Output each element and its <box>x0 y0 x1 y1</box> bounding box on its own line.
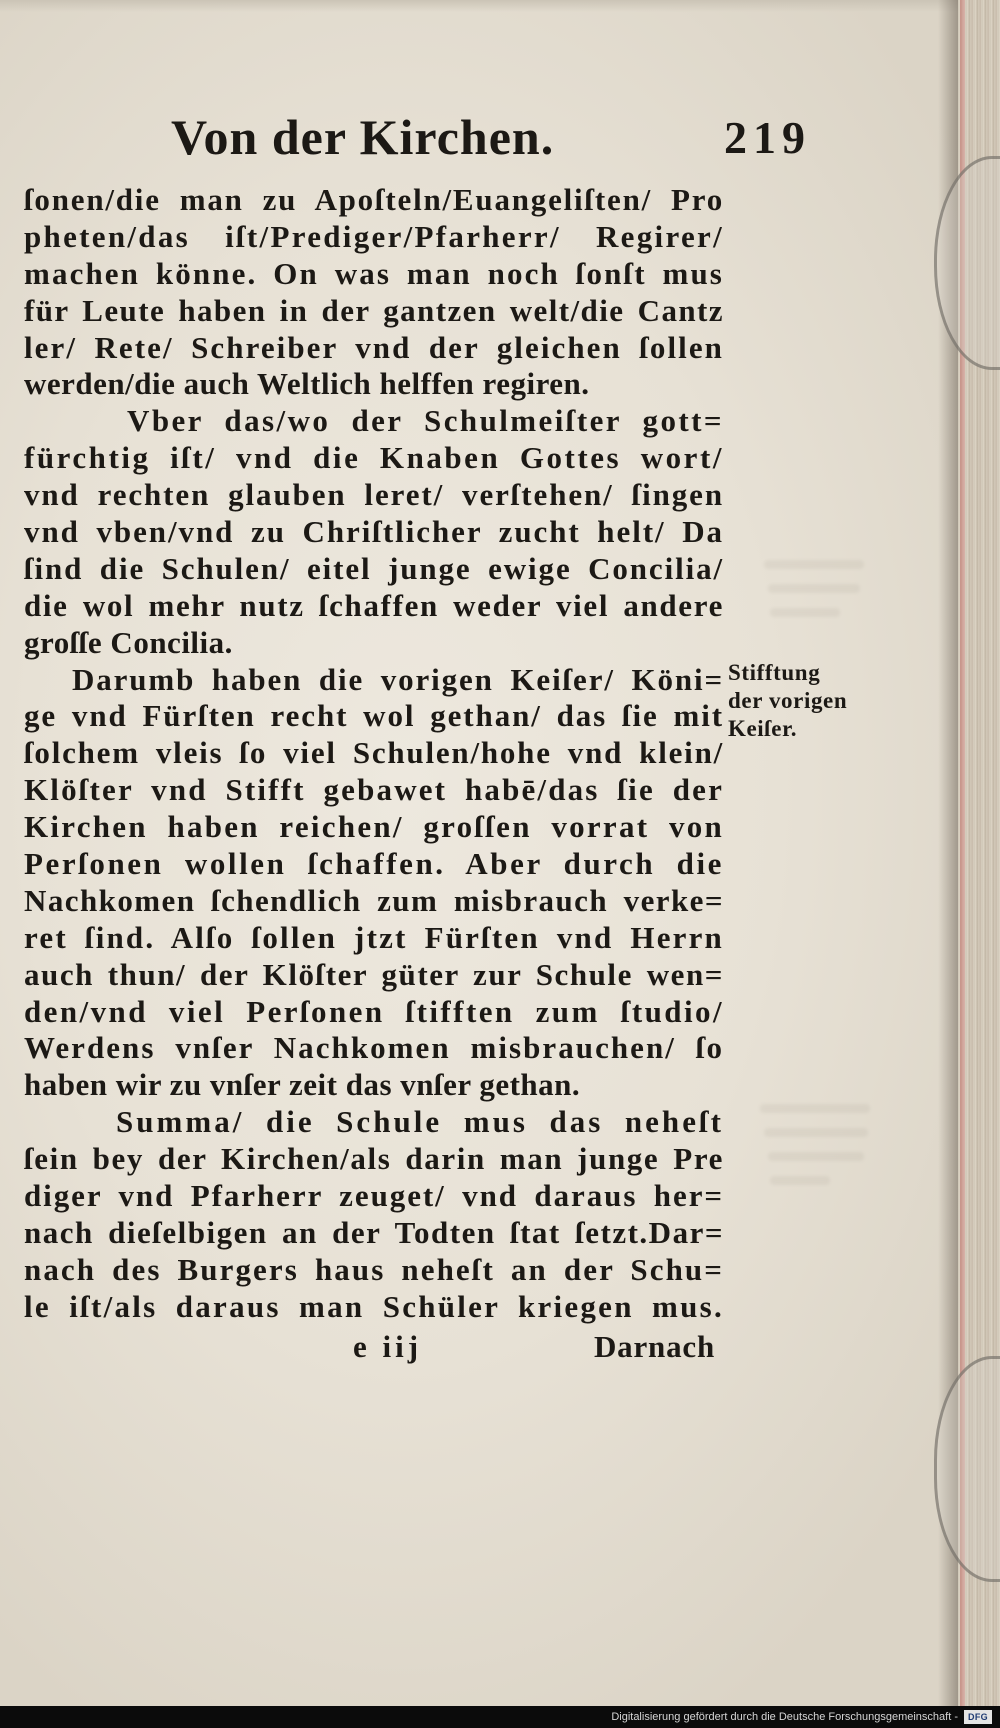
text-line: Summa/ die Schule mus das neheſt <box>116 1104 724 1140</box>
text-line: die wol mehr nutz ſchaffen weder viel andere <box>24 587 724 623</box>
show-through <box>764 560 864 569</box>
text-line: ler/ Rete/ Schreiber vnd der gleichen ſollen <box>24 329 724 365</box>
text-line: den/vnd viel Perſonen ſtifften zum ſtudio/ <box>24 993 724 1029</box>
marginal-note-line: Keiſer. <box>728 716 798 741</box>
text-line: für Leute haben in der gantzen welt/die Cantz <box>24 292 724 328</box>
text-line: Vber das/wo der Schulmeiſter gott= <box>127 403 724 439</box>
page-number: 219 <box>724 112 811 163</box>
paragraph <box>24 182 724 403</box>
paragraph <box>24 1104 724 1325</box>
text-line: ſein bey der Kirchen/als darin man junge Pre <box>24 1141 724 1177</box>
show-through <box>768 584 860 593</box>
text-line: vnd rechten glauben leret/ verſtehen/ ſingen <box>24 477 724 513</box>
text-line: Klöſter vnd Stifft gebawet habē/das ſie der <box>24 772 724 808</box>
text-line: nach dieſelbigen an der Todten ſtat ſetzt.Dar= <box>24 1214 724 1250</box>
text-line: Nachkomen ſchendlich zum misbrauch verke= <box>24 882 724 918</box>
text-line: haben wir zu vnſer zeit das vnſer gethan. <box>24 1067 581 1103</box>
marginal-note-line: der vorigen <box>728 688 848 713</box>
signature-mark: e iij <box>353 1329 423 1364</box>
text-line: ſind die Schulen/ eitel junge ewige Concilia/ <box>24 550 724 586</box>
text-line: vnd vben/vnd zu Chriſtlicher zucht helt/ Da <box>24 514 724 550</box>
text-line: diger vnd Pfarherr zeuget/ vnd daraus her= <box>24 1178 724 1214</box>
show-through <box>770 1176 830 1185</box>
text-line: fürchtig iſt/ vnd die Knaben Gottes wort/ <box>24 440 724 476</box>
show-through <box>770 608 840 617</box>
text-line: ge vnd Fürſten recht wol gethan/ das ſie mit <box>24 698 724 734</box>
marginal-note-line: Stifftung <box>728 660 821 685</box>
text-line: groſſe Concilia. <box>24 624 233 660</box>
page-top-shadow <box>0 0 958 12</box>
paragraph <box>24 662 724 1105</box>
text-line: werden/die auch Weltlich helffen regiren. <box>24 366 590 402</box>
body-text <box>24 182 724 1326</box>
show-through <box>768 1152 864 1161</box>
marginal-note <box>728 659 847 743</box>
text-line: Werdens vnſer Nachkomen misbrauchen/ ſo <box>24 1030 724 1066</box>
text-line: Perſonen wollen ſchaffen. Aber durch die <box>24 846 724 882</box>
paragraph <box>24 403 724 661</box>
footer-credit: Digitalisierung gefördert durch die Deutsche Forschungsgemeinschaft - <box>611 1711 958 1723</box>
catchword: Darnach <box>594 1329 715 1364</box>
text-line: ſolchem vleis ſo viel Schulen/hohe vnd klein/ <box>24 735 724 771</box>
text-line: Kirchen haben reichen/ groſſen vorrat von <box>24 809 724 845</box>
show-through <box>764 1128 868 1137</box>
dfg-logo: DFG <box>964 1710 992 1724</box>
text-line: ſonen/die man zu Apoſteln/Euangeliſten/ Pro <box>24 182 724 217</box>
text-line: machen könne. On was man noch ſonſt mus <box>24 255 724 291</box>
running-title: Von der Kirchen. <box>171 109 555 165</box>
text-line: Darumb haben die vorigen Keiſer/ Köni= <box>72 661 724 697</box>
text-line: pheten/das iſt/Prediger/Pfarherr/ Regirer/ <box>24 218 724 254</box>
text-line: nach des Burgers haus neheſt an der Schu= <box>24 1251 724 1287</box>
text-line: le iſt/als daraus man Schüler kriegen mus. <box>24 1288 724 1324</box>
footer-bar <box>0 1706 1000 1728</box>
show-through <box>760 1104 870 1113</box>
text-line: ret ſind. Alſo ſollen jtzt Fürſten vnd Herrn <box>24 919 724 955</box>
text-line: auch thun/ der Klöſter güter zur Schule wen= <box>24 956 724 992</box>
